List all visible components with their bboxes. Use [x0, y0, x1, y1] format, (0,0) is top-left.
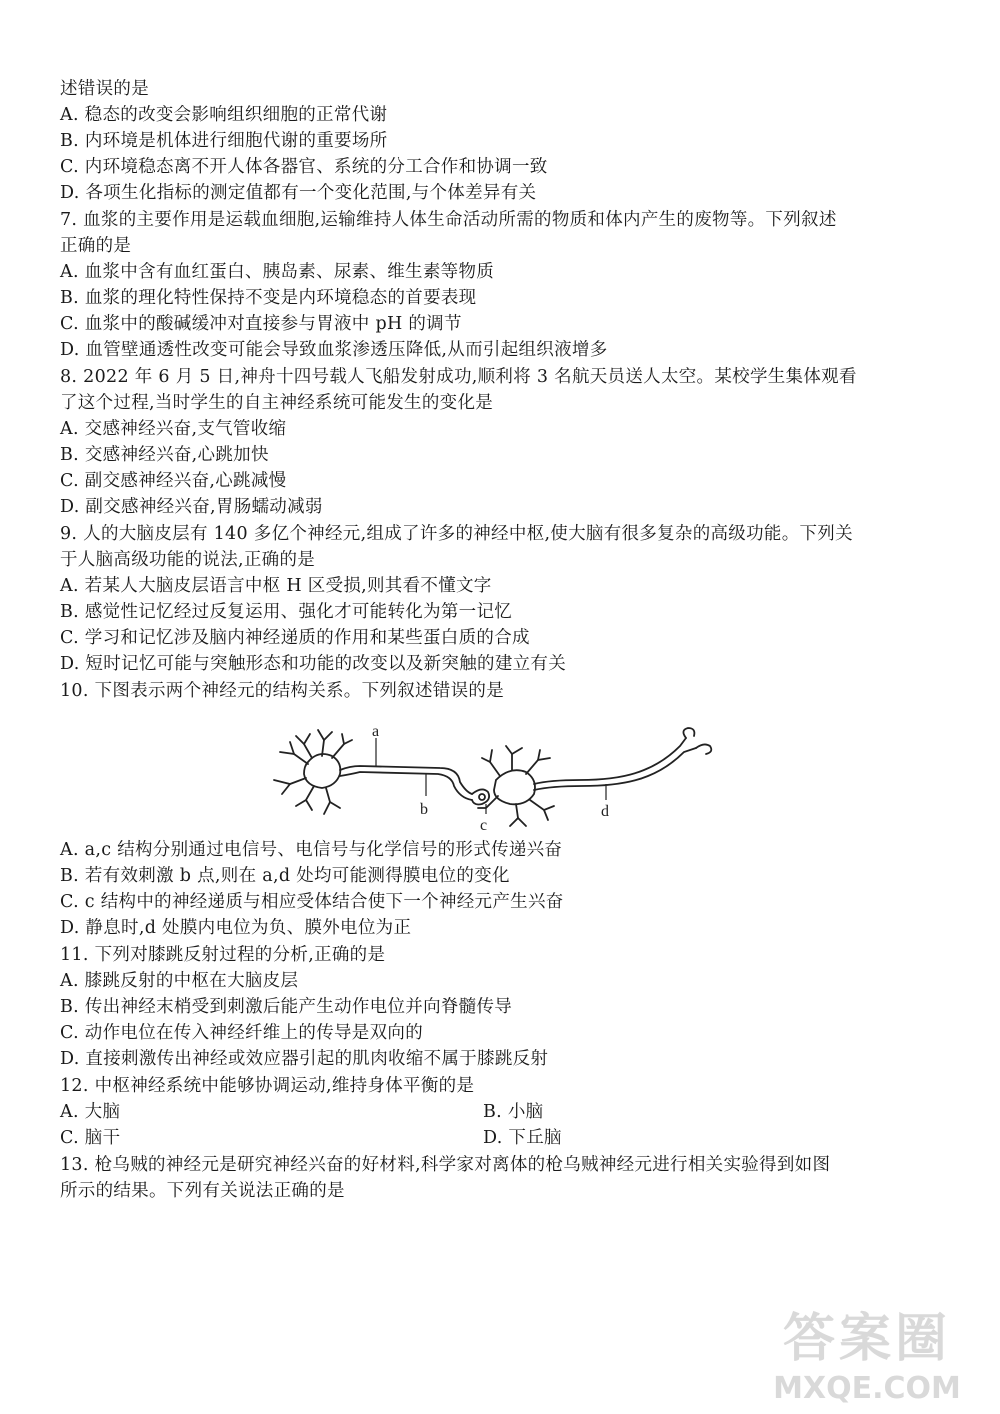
text-line: 了这个过程,当时学生的自主神经系统可能发生的变化是 — [60, 393, 494, 413]
option-line: D. 各项生化指标的测定值都有一个变化范围,与个体差异有关 — [60, 183, 537, 203]
question-10: 10. 下图表示两个神经元的结构关系。下列叙述错误的是 — [60, 681, 504, 701]
option-line: A. 血浆中含有血红蛋白、胰岛素、尿素、维生素等物质 — [60, 262, 495, 282]
q12-option-b: B. 小脑 — [483, 1102, 544, 1122]
option-line: C. 副交感神经兴奋,心跳减慢 — [60, 471, 287, 491]
option-line: D. 血管壁通透性改变可能会导致血浆渗透压降低,从而引起组织液增多 — [60, 340, 608, 360]
option-line: A. 交感神经兴奋,支气管收缩 — [60, 419, 287, 439]
label-c: c — [480, 817, 488, 834]
question-8: 8. 2022 年 6 月 5 日,神舟十四号载人飞船发射成功,顺利将 3 名航天员送人太空。某校学生集体观看 — [60, 367, 857, 387]
watermark-bottom: MXQE.COM — [773, 1371, 961, 1406]
option-line: A. a,c 结构分别通过电信号、电信号与化学信号的形式传递兴奋 — [60, 840, 563, 860]
option-line: B. 若有效刺激 b 点,则在 a,d 处均可能测得膜电位的变化 — [60, 866, 510, 886]
option-line: B. 内环境是机体进行细胞代谢的重要场所 — [60, 131, 388, 151]
question-13: 13. 枪乌贼的神经元是研究神经兴奋的好材料,科学家对离体的枪乌贼神经元进行相关实验得到如图 — [60, 1155, 831, 1175]
question-11: 11. 下列对膝跳反射过程的分析,正确的是 — [60, 945, 386, 965]
option-line: A. 稳态的改变会影响组织细胞的正常代谢 — [60, 105, 388, 125]
neuron-diagram — [260, 722, 720, 834]
option-line: C. 学习和记忆涉及脑内神经递质的作用和某些蛋白质的合成 — [60, 628, 530, 648]
option-line: A. 膝跳反射的中枢在大脑皮层 — [60, 971, 299, 991]
option-line: D. 直接刺激传出神经或效应器引起的肌肉收缩不属于膝跳反射 — [60, 1049, 549, 1069]
option-line: B. 交感神经兴奋,心跳加快 — [60, 445, 269, 465]
option-line: B. 血浆的理化特性保持不变是内环境稳态的首要表现 — [60, 288, 477, 308]
text-line: 述错误的是 — [60, 79, 149, 99]
option-line: D. 短时记忆可能与突触形态和功能的改变以及新突触的建立有关 — [60, 654, 567, 674]
watermark-top: 答案圈 — [782, 1309, 951, 1369]
option-line: A. 若某人大脑皮层语言中枢 H 区受损,则其看不懂文字 — [60, 576, 492, 596]
label-b: b — [420, 801, 428, 818]
label-d: d — [601, 803, 609, 820]
question-12: 12. 中枢神经系统中能够协调运动,维持身体平衡的是 — [60, 1076, 475, 1096]
label-a: a — [372, 723, 380, 740]
option-line: C. 动作电位在传入神经纤维上的传导是双向的 — [60, 1023, 423, 1043]
option-line: C. c 结构中的神经递质与相应受体结合使下一个神经元产生兴奋 — [60, 892, 564, 912]
option-line: B. 传出神经末梢受到刺激后能产生动作电位并向脊髓传导 — [60, 997, 513, 1017]
option-line: C. 血浆中的酸碱缓冲对直接参与胃液中 pH 的调节 — [60, 314, 462, 334]
q12-option-c: C. 脑干 — [60, 1128, 121, 1148]
q12-option-a: A. 大脑 — [60, 1102, 121, 1122]
q12-option-d: D. 下丘脑 — [483, 1128, 562, 1148]
text-line: 所示的结果。下列有关说法正确的是 — [60, 1181, 345, 1201]
text-line: 于人脑高级功能的说法,正确的是 — [60, 550, 316, 570]
option-line: D. 静息时,d 处膜内电位为负、膜外电位为正 — [60, 918, 412, 938]
text-line: 正确的是 — [60, 236, 132, 256]
option-line: D. 副交感神经兴奋,胃肠蠕动减弱 — [60, 497, 323, 517]
option-line: B. 感觉性记忆经过反复运用、强化才可能转化为第一记忆 — [60, 602, 513, 622]
question-9: 9. 人的大脑皮层有 140 多亿个神经元,组成了许多的神经中枢,使大脑有很多复杂的高级功能。下列关 — [60, 524, 853, 544]
question-7: 7. 血浆的主要作用是运载血细胞,运输维持人体生命活动所需的物质和体内产生的废物等。下列叙述 — [60, 210, 837, 230]
watermark-logo — [752, 1296, 982, 1406]
option-line: C. 内环境稳态离不开人体各器官、系统的分工合作和协调一致 — [60, 157, 548, 177]
